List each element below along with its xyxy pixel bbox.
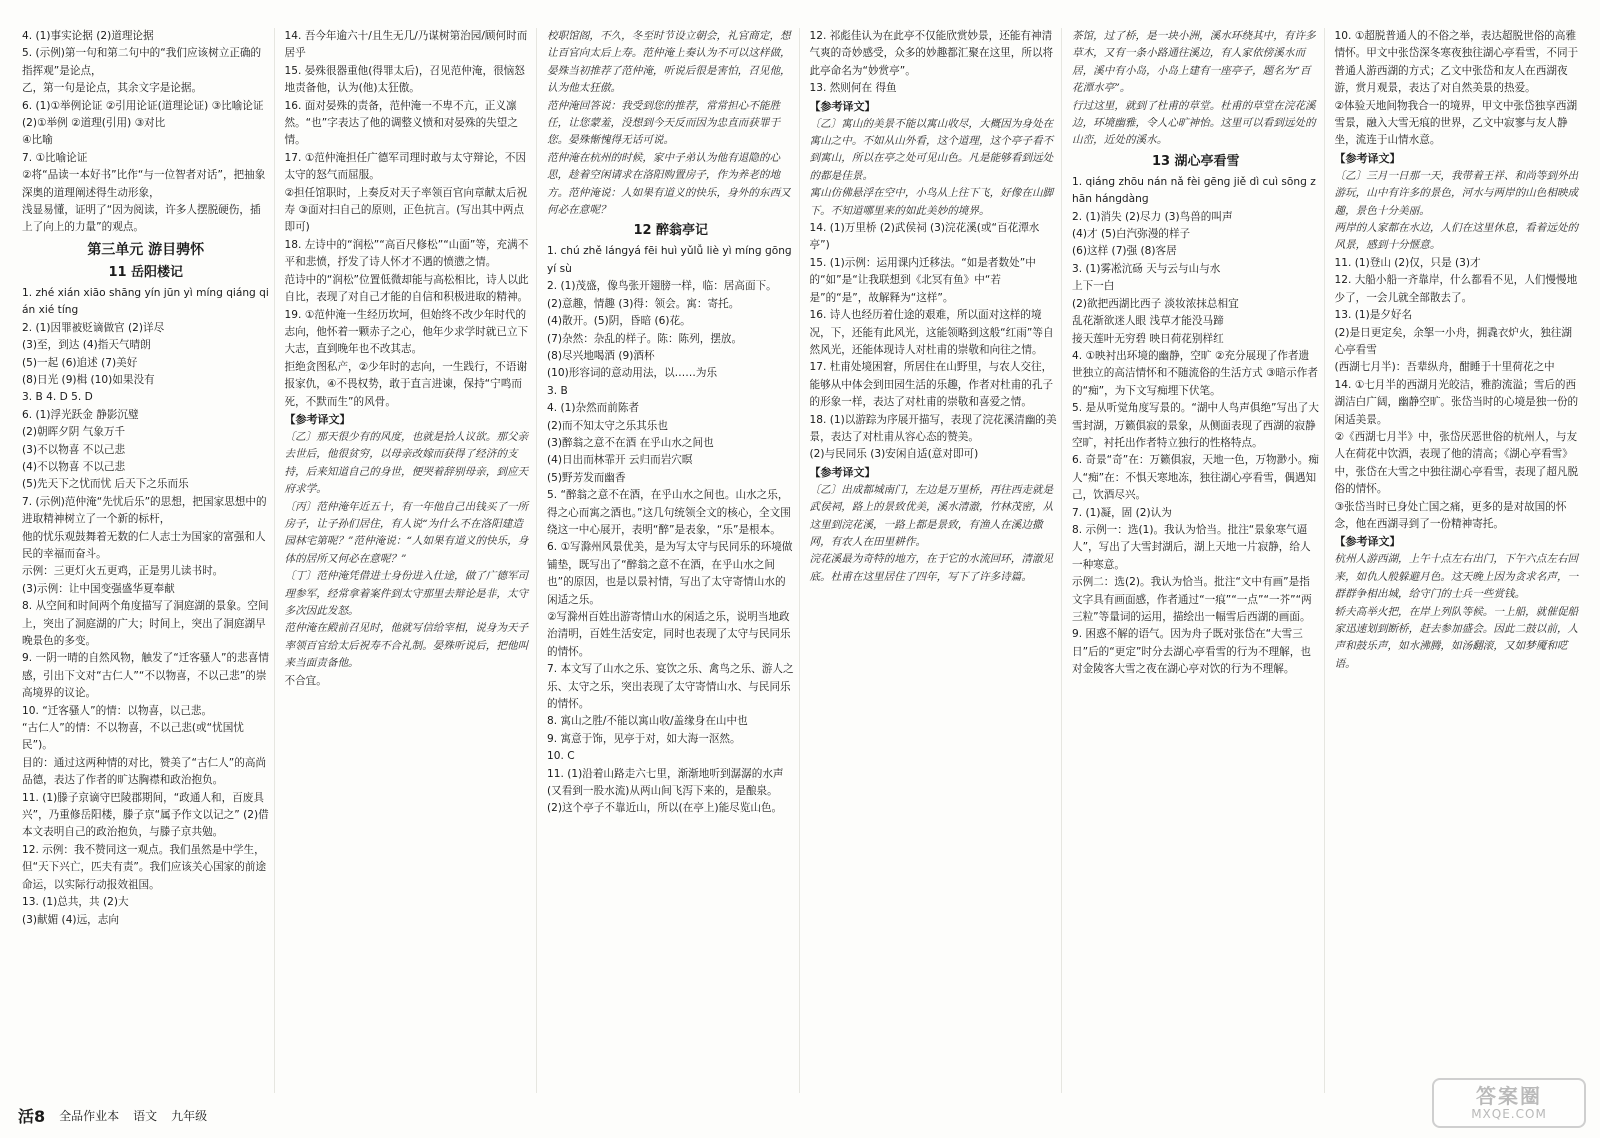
answer-line: 18. 左诗中的“润松”“高百尺修松”“山面”等，充满不平和悲愤，抒发了诗人怀才不遇的愤懑之情。 (284, 238, 529, 269)
answer-line: ②《西湖七月半》中，张岱厌恶世俗的杭州人，与友人在荷花中饮酒，表现了他的清高；《湖心亭看雪》中，张岱在大雪之中独往湖心亭看雪，表现了超凡脱俗的情怀。 (1334, 430, 1579, 496)
answer-line: 1. chú zhě lánɡyá fēi huì yǔlǚ liè yì mínɡ ɡōnɡ yí sù (547, 245, 796, 275)
answer-line: (2)与民同乐 (3)安闲自适(意对即可) (809, 448, 979, 461)
answer-line: 14. (1)万里桥 (2)武侯祠 (3)浣花溪(或“百花潭水亭”) (809, 222, 1040, 252)
translation-text: 校职馆阁，不久，冬至时节设立朝会，礼官商定，想让百官向太后上寿。范仲淹上奏认为不可以这样做，晏殊当初推荐了范仲淹，听说后很是害怕，召见他，认为他太狂傲。 (547, 30, 791, 95)
reference-translation-label: 【参考译文】 (1334, 151, 1401, 165)
answer-line: 14. 吾今年逾六十/且生无几/乃谋树第治园/顾何时而居乎 (284, 30, 528, 60)
answer-line: 15. 晏殊很器重他(得罪太后)，召见范仲淹，很恼怒地责备他，认为(他)太狂傲。 (284, 64, 525, 95)
answer-line: 8. 寓山之胜/不能以寓山收/盖缘身在山中也 (547, 715, 748, 728)
translation-text: 轿夫高举火把，在岸上列队等候。一上船，就催促船家迅速划到断桥，赶去参加盛会。因此二鼓以前，人声和鼓乐声，如水沸腾，如汤翻滚，又如梦魇和呓语。 (1334, 605, 1579, 670)
answer-line: “古仁人”的情：不以物喜，不以己悲(或“忧国忧民”)。 (22, 722, 244, 752)
answer-line: (2)意趣，情趣 (3)得：领会。寓：寄托。 (547, 297, 740, 310)
unit-heading: 第三单元 游目骋怀 (87, 241, 205, 258)
answer-line: ②体验天地间物我合一的境界，甲文中张岱独享西湖雪景，融入大雪无痕的世界，乙文中寂寥与友人静坐，流连于山情水意。 (1334, 99, 1578, 147)
answer-line: 12. 示例：我不赞同这一观点。我们虽然是中学生，但“天下兴亡，匹夫有责”。我们应该关心国家的前途命运，以实际行动报效祖国。 (22, 843, 267, 891)
answer-line: (4)才 (5)白汽弥漫的样子 (1072, 228, 1191, 241)
answer-line: 14. ①七月半的西湖月光皎洁，雅韵流溢；雪后的西湖洁白广阔，幽静空旷。张岱当时的心境是独一份的闲适美景。 (1334, 378, 1579, 426)
answer-line: (5)一起 (6)追述 (7)美好 (22, 356, 138, 369)
answer-column (806, 28, 1063, 1093)
page-number: 活8 (18, 1106, 46, 1126)
translation-text: 〔乙〕寓山的美景不能以寓山收尽，大概因为身处在寓山之中。不如从山外看，这个道理，这个亭子看不到寓山，所以在亭之处可见山色。凡是能够看到远处的都是佳景。 (809, 117, 1054, 182)
watermark-title: 答案圈 (1476, 1084, 1542, 1108)
translation-text: 茶馆，过了桥，是一块小洲，溪水环绕其中，有许多草木，又有一条小路通往溪边，有人家依傍溪水而居，溪中有小岛，小岛上建有一座亭子，题名为“百花潭水亭”。 (1072, 30, 1316, 95)
answer-line: (4)日出而林霏开 云归而岩穴暝 (547, 454, 693, 467)
answer-line: (7)杂然：杂乱的样子。陈：陈列，摆放。 (547, 332, 743, 345)
answer-page (18, 28, 1586, 1093)
answer-line: 乱花渐欲迷人眼 浅草才能没马蹄 (1072, 315, 1224, 328)
answer-line: 拒绝贪图私产，②少年时的志向，一生践行，不语谢报家仇，④不畏权势，敢于直言进谏，保持“宁鸣而死，不默而生”的风骨。 (284, 360, 528, 408)
answer-line: (西湖七月半)：吾辈纵舟，酣睡于十里荷花之中 (1334, 361, 1555, 374)
answer-line: 7. (1)凝，固 (2)认为 (1072, 506, 1172, 519)
answer-column (1068, 28, 1325, 1093)
answer-line: (6)这样 (7)强 (8)客居 (1072, 245, 1177, 258)
answer-line: 乙，第一句是论点，其余文字是论据。 (22, 82, 203, 95)
answer-line: 5. (示例)第一句和第二句中的“我们应该树立正确的指挥观”是论点， (22, 47, 262, 77)
answer-line: (5)野芳发而幽香 (547, 471, 626, 484)
answer-line: 13. (1)是夕好名 (1334, 309, 1413, 322)
answer-line: 10. C (547, 750, 575, 763)
answer-line: ④比喻 (22, 134, 53, 147)
answer-line: 他的忧乐观鼓舞着无数的仁人志士为国家的富强和人民的幸福而奋斗。 (22, 530, 266, 560)
answer-line: (3)示例：让中国变强盛华夏奉献 (22, 582, 175, 595)
answer-column (18, 28, 275, 1093)
answer-line: 10. “迁客骚人”的情：以物喜，以己悲。 (22, 704, 213, 717)
answer-line: 2. (1)茂盛，像鸟张开翅膀一样，临：居高面下。 (547, 280, 777, 293)
translation-text: 〔乙〕出成都城南门，左边是万里桥，再往西走就是武侯祠，路上的景致优美，溪水清澈，竹林茂密，从这里到浣花溪，一路上都是景致，有渔人在溪边撒网，有农人在田里耕作。 (809, 483, 1054, 548)
answer-line: 上下一白 (1072, 280, 1115, 293)
translation-text: 〔乙〕那天很少有的风度，也就是拾人议欲。那父亲去世后，他很贫穷，以母亲改嫁而获得了经济的支持，后来知道自己的身世，便哭着辞别母亲，到应天府求学。 (284, 430, 529, 496)
answer-line: 7. 本文写了山水之乐、宴饮之乐、禽鸟之乐、游人之乐、太守之乐，突出表现了太守寄情山水、与民同乐的情怀。 (547, 663, 794, 711)
answer-line: 5. 是从听觉角度写景的。“湖中人鸟声俱绝”写出了大雪封湖，万籁俱寂的景象，从侧面表现了西湖的寂静空旷，衬托出作者特立独行的性格特点。 (1072, 402, 1319, 449)
answer-line: (5)先天下之忧而忧 后天下之乐而乐 (22, 478, 189, 491)
answer-column (1331, 28, 1587, 1093)
translation-text: 〔丙〕范仲淹年近五十，有一年他自己出钱买了一所房子，让子孙们居住，有人说“为什么不在洛阳建造园林宅第呢？”范仲淹说：“人如果有道义的快乐，身体的居所又何必在意呢？” (284, 500, 529, 565)
answer-line: 10. ①超脱普通人的不俗之举，表达超脱世俗的高雅情怀。甲文中张岱深冬寒夜独往湖心亭看雪，不同于普通人游西湖的方式；乙文中张岱和友人在西湖夜游，赏月观景，表达了对自然美景的热爱。 (1334, 30, 1579, 95)
answer-line: 9. 困惑不解的语气。因为舟子既对张岱在“大雪三日”后的“更定”时分去湖心亭看雪的行为不理解，也对金陵客大雪之夜在湖心亭对饮的行为不理解。 (1072, 628, 1311, 676)
grade-label: 九年级 (171, 1108, 208, 1123)
answer-line: (2)这个亭子不靠近山，所以(在亭上)能尽览山色。 (547, 802, 783, 815)
answer-line: 6. 奇景“奇”在：万籁俱寂，天地一色，万物渺小。痴人“痴”在：不惧天寒地冻，独往湖心亭看雪，偶遇知己，饮酒尽兴。 (1072, 454, 1319, 502)
answer-line: (4)散开。(5)阴，昏暗 (6)花。 (547, 315, 691, 328)
answer-line: 7. ①比喻论证 (22, 151, 88, 164)
answer-line: ②担任馆职时，上奏反对天子率领百官向章献太后祝寿 ③面对扫自己的原则，正色抗言。(写出其中两点即可) (284, 186, 528, 234)
answer-line: 17. ①范仲淹担任广德军司理时敢与太守辩论，不因太守的怒气而屈服。 (284, 151, 527, 182)
translation-text: 范仲淹回答说：我受到您的推荐，常常担心不能胜任，让您蒙羞，没想到今天反而因为忠直而获罪于您。晏殊惭愧得无话可说。 (547, 99, 781, 147)
answer-line: 9. 一阴一晴的自然风物，触发了“迁客骚人”的悲喜情感，引出下文对“古仁人”“不以物喜，不以己悲”的崇高境界的议论。 (22, 652, 269, 700)
answer-line: 接天莲叶无穷碧 映日荷花别样红 (1072, 332, 1224, 345)
answer-line: 5. “醉翁之意不在酒，在乎山水之间也。山水之乐，得之心而寓之酒也。”这几句统领全文的核心，全文围绕这一中心展开，表明“醉”是表象，“乐”是根本。 (547, 489, 791, 536)
answer-line: 4. ①映衬出环境的幽静，空旷 ②充分展现了作者遗世独立的高洁情怀和不随流俗的生活方式 ③暗示作者的“痴”，为下文写痴埋下伏笔。 (1072, 349, 1318, 397)
lesson-title: 13 湖心亭看雪 (1151, 153, 1240, 169)
answer-line: 15. (1)示例：运用课内迁移法。“如是者数处”中的“如”是“让我联想到《北冥有鱼》中“若是”的“是”，故解释为“这样”。 (809, 256, 1036, 304)
answer-line: 11. (1)滕子京谪守巴陵郡期间，“政通人和，百废具兴”，乃重修岳阳楼，滕子京“属予作文以记之” (2)借本文表明自己的政治抱负，与滕子京共勉。 (22, 791, 269, 839)
answer-line: 16. 诗人也经历着仕途的艰难，所以面对这样的境况，下，还能有此风光，这能领略到这般“红雨”等自然风光，还能体现诗人对杜甫的崇敬和向往之情。 (809, 309, 1054, 356)
answer-line: (3)醉翁之意不在酒 在乎山水之间也 (547, 436, 714, 449)
page-footer (18, 1102, 207, 1128)
reference-translation-label: 【参考译文】 (809, 465, 876, 479)
answer-line: 12. 大船小船一齐靠岸，什么都看不见，人们慢慢地少了，一会儿就全部散去了。 (1334, 274, 1578, 304)
answer-line: 19. ①范仲淹一生经历坎坷，但始终不改少年时代的志向，他怀着一颗赤子之心，他年少求学时就已立下大志，直到晚年也不改其志。 (284, 308, 529, 356)
answer-line: 16. 面对晏殊的责备，范仲淹一不卑不亢，正义凛然。“也”字表达了他的调整义愤和对晏殊的失望之情。 (284, 99, 518, 147)
answer-line: 18. (1)以游踪为序展开描写，表现了浣花溪清幽的美景，表达了对杜甫从容心态的赞美。 (809, 413, 1057, 443)
translation-text: 寓山仿佛悬浮在空中，小鸟从上往下飞，好像在山脚下。不知道哪里来的如此美妙的境界。 (809, 187, 1054, 217)
answer-line: (2)而不知太守之乐其乐也 (547, 419, 668, 432)
answer-line: ③张岱当时已身处亡国之痛，更多的是对故国的怀念，他在西湖寻到了一份精神寄托。 (1334, 500, 1567, 530)
answer-line: 6. (1)①举例论证 ②引用论证(道理论证) ③比喻论证 (22, 99, 264, 112)
answer-line: 浅显易懂，证明了“因为阅读，许多人摆脱硬伤，插上了向上的力量”的观点。 (22, 204, 261, 234)
reference-translation-label: 【参考译文】 (1334, 535, 1401, 549)
answer-line: (4)不以物喜 不以己悲 (22, 460, 126, 473)
subject-label: 语文 (133, 1108, 158, 1123)
lesson-title: 11 岳阳楼记 (108, 264, 184, 280)
answer-line: 1. zhé xián xiāo shāng yín jūn yì míng qiáng qián xié tíng (22, 286, 269, 317)
answer-line: 7. (示例)范仲淹“先忧后乐”的思想，把国家思想中的进取精神树立了一个新的标杆， (22, 495, 267, 526)
answer-line: 不合宜。 (284, 674, 327, 687)
site-watermark (1432, 1078, 1586, 1128)
answer-line: 4. (1)事实论据 (2)道理论据 (22, 30, 154, 42)
answer-line: 4. (1)杂然而前陈者 (547, 402, 640, 415)
answer-line: (3)不以物喜 不以己悲 (22, 443, 126, 456)
answer-line: 目的：通过这两种情的对比，赞美了“古仁人”的高尚品德，表达了作者的旷达胸襟和政治抱负。 (22, 756, 267, 787)
reference-translation-label: 【参考译文】 (809, 99, 876, 113)
reference-translation-label: 【参考译文】 (284, 412, 351, 426)
answer-line: 6. (1)浮光跃金 静影沉璧 (22, 408, 139, 421)
answer-line: (2)是日更定矣，余挐一小舟，拥毳衣炉火，独往湖心亭看雪 (1334, 326, 1572, 356)
answer-column (281, 28, 538, 1093)
answer-line: (2)朝晖夕阴 气象万千 (22, 426, 126, 439)
answer-line: (2)①举例 ②道理(引用) ③对比 (22, 117, 166, 130)
answer-line: 3. B (547, 384, 568, 397)
watermark-url: MXQE.COM (1471, 1107, 1547, 1121)
answer-line: 6. ①写滁州风景优美，是为写太守与民同乐的环境做铺垫，既写出了“醉翁之意不在酒，在乎山水之间也”的原因，也是以景衬情，写出了太守寄情山水的闲适之乐。 (547, 541, 793, 606)
answer-column (543, 28, 800, 1093)
answer-line: (3)至，到达 (4)指天气晴朗 (22, 339, 151, 352)
answer-line: 3. B 4. D 5. D (22, 391, 93, 404)
answer-line: 示例：三更灯火五更鸡，正是男儿读书时。 (22, 565, 224, 578)
lesson-title: 12 醉翁亭记 (633, 223, 709, 239)
answer-line: 示例二：选(2)。我认为恰当。批注“文中有画”是指文字具有画面感，作者通过“一痕”“一点”“一芥”“两三粒”等量词的运用，描绘出一幅雪后西湖的画面。 (1072, 576, 1312, 623)
translation-text: 行过这里，就到了杜甫的草堂。杜甫的草堂在浣花溪边，环境幽雅，令人心旷神怡。这里可以看到远处的山峦，近处的溪水。 (1072, 99, 1316, 147)
translation-text: 范仲淹在杭州的时候，家中子弟认为他有退隐的心思，趁着空闲请求在洛阳购置房子，作为养老的地方。范仲淹说：人如果有道义的快乐，身外的东西又何必在意呢？ (547, 151, 791, 217)
answer-line: 1. qiánɡ zhōu nán nǎ fèi ɡēnɡ jiě dì cuì sōnɡ zhān hánɡdànɡ (1072, 175, 1316, 206)
translation-text: 范仲淹在殿前召见时，他就写信给宰相，说身为天子率领百官给太后祝寿不合礼制。晏殊听说后，把他叫来当面责备他。 (284, 622, 529, 670)
answer-line: 2. (1)因罪被贬谪做官 (2)详尽 (22, 321, 165, 334)
answer-line: 3. (1)雾凇沆砀 天与云与山与水 (1072, 262, 1221, 275)
answer-line: (8)日光 (9)楫 (10)如果没有 (22, 373, 155, 386)
answer-line: (8)尽兴地喝酒 (9)酒杯 (547, 349, 655, 362)
answer-line: 13. 然则何在 得鱼 (809, 82, 897, 95)
answer-line: 12. 祁彪佳认为在此亭不仅能欣赏妙景，还能有神清气爽的奇妙感受，众多的妙趣都汇聚在这里，所以将此亭命名为“妙赏亭”。 (809, 30, 1054, 77)
answer-line: (10)形容词的意动用法，以……为乐 (547, 367, 718, 380)
answer-line: 9. 寓意于饰，见亭于对，如大海一沤然。 (547, 732, 741, 745)
answer-line: ②写滁州百姓出游寄情山水的闲适之乐，说明当地政治清明，百姓生活安定，同时也表现了太守与民同乐的情怀。 (547, 611, 791, 658)
book-title: 全品作业本 (59, 1108, 120, 1123)
answer-line: 13. (1)总共，共 (2)大 (22, 896, 129, 909)
answer-line: 8. 示例一：选(1)。我认为恰当。批注“景象寒气逼人”，写出了大雪封湖后，湖上天地一片寂静，给人一种寒意。 (1072, 523, 1311, 571)
answer-line: 17. 杜甫处境困窘，所居住在山野里，与农人交往，能够从中体会到田园生活的乐趣，作者对杜甫的孔子的形象一样，表达了对杜甫的崇敬和喜爱之情。 (809, 361, 1054, 409)
answer-line: (3)献媚 (4)远，志向 (22, 913, 119, 926)
answer-line: 11. (1)沿着山路走六七里，渐渐地听到潺潺的水声(又看到一股水流)从两山间飞泻下来的，是酿泉。 (547, 767, 784, 798)
translation-text: 浣花溪最为奇特的地方，在于它的水流回环，清澈见底。杜甫在这里居住了四年，写下了许多诗篇。 (809, 553, 1054, 583)
translation-text: 〔丁〕范仲淹凭借进士身份进入仕途，做了广德军司理参军，经常拿着案件到太守那里去辩论是非，太守多次因此发怒。 (284, 570, 529, 617)
translation-text: 杭州人游西湖，上午十点左右出门，下午六点左右回来，如仇人般躲避月色。这天晚上因为贪求名声，一群群争相出城，给守门的士兵一些赏钱。 (1334, 553, 1579, 601)
answer-line: ②将“品读一本好书”比作“与一位智者对话”，把抽象深奥的道理阐述得生动形象， (22, 169, 266, 199)
answer-line: 2. (1)消失 (2)尽力 (3)鸟兽的叫声 (1072, 210, 1233, 223)
translation-text: 两岸的人家都在水边，人们在这里休息，看着远处的风景，感到十分惬意。 (1334, 222, 1579, 252)
answer-line: 范诗中的“润松”位置低微却能与高松相比，诗人以此自比，表现了对自己才能的自信和积极进取的精神。 (284, 273, 529, 304)
answer-line: 11. (1)登山 (2)仅，只是 (3)才 (1334, 256, 1481, 269)
translation-text: 〔乙〕三月一日那一天，我带着王祥、和尚等到外出游玩，山中有许多的景色，河水与两岸的山色相映成趣，景色十分美丽。 (1334, 169, 1579, 217)
answer-line: 8. 从空间和时间两个角度描写了洞庭湖的景象。空间上，突出了洞庭湖的广大；时间上，突出了洞庭湖早晚景色的多变。 (22, 600, 269, 647)
answer-line: (2)欲把西湖比西子 淡妆浓抹总相宜 (1072, 297, 1239, 310)
